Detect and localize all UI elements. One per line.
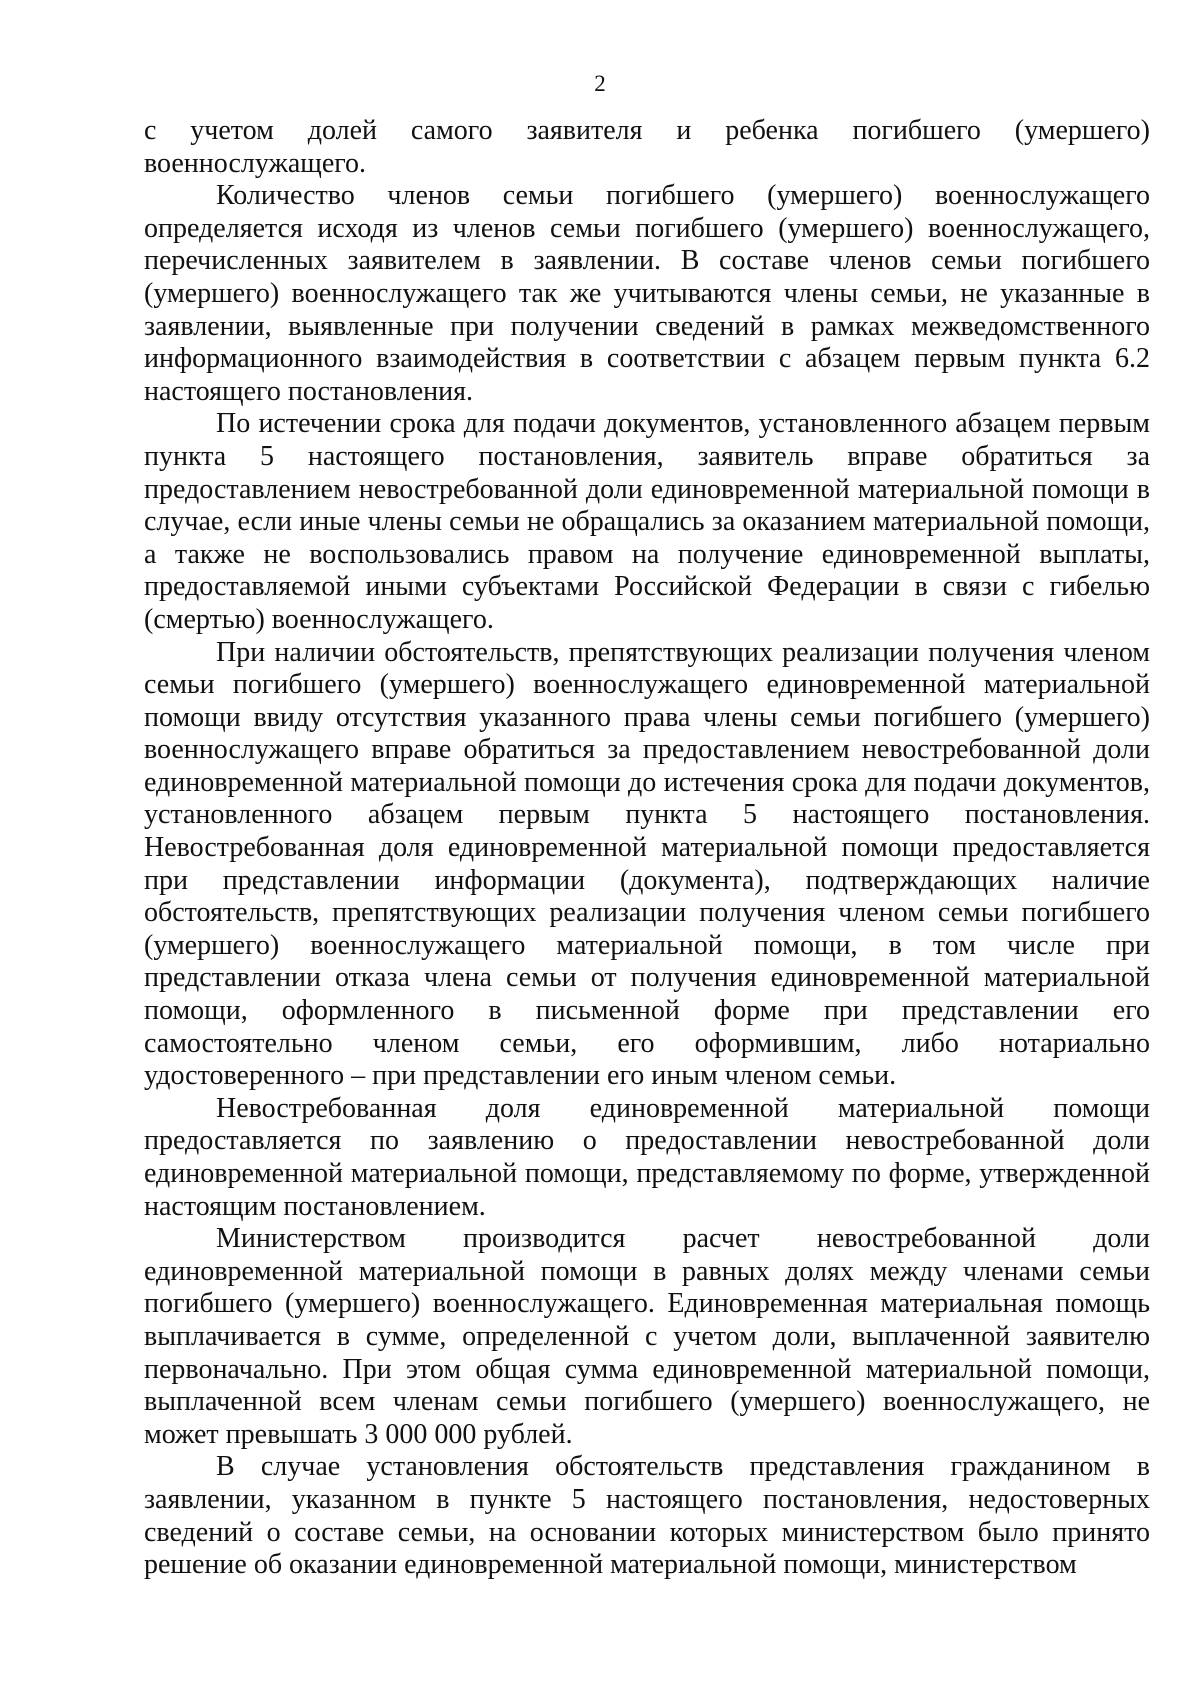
paragraph-family-members-count: Количество членов семьи погибшего (умершего) военнослужащего определяется исходя из членов семьи погибшего (умершего) военнослужащего, перечисленных заявителем в заявлении. В составе членов семьи погибшего (умершего) военнослужащего так же учитываются члены семьи, не указанные в заявлении, выявленные при получении сведений в рамках межведомственного информационного взаимодействия в соответствии с абзацем первым пункта 6.2 настоящего постановления. — [144, 180, 1150, 407]
paragraph-unclaimed-share-application: Невостребованная доля единовременной материальной помощи предоставляется по заявлению о предоставлении невостребованной доли единовременной материальной помощи, представляемому по форме, утвержденной настоящим постановлением. — [144, 1092, 1150, 1222]
paragraph-continuation: с учетом долей самого заявителя и ребенка погибшего (умершего) военнослужащего. — [144, 115, 1150, 179]
paragraph-false-information: В случае установления обстоятельств представления гражданином в заявлении, указанном в пункте 5 настоящего постановления, недостоверных сведений о составе семьи, на основании которых министерством было принято решение об оказании единовременной материальной помощи, министерством — [144, 1451, 1150, 1581]
paragraph-obstacles-circumstances: При наличии обстоятельств, препятствующих реализации получения членом семьи погибшего (умершего) военнослужащего единовременной материальной помощи ввиду отсутствия указанного права члены семьи погибшего (умершего) военнослужащего вправе обратиться за предоставлением невостребованной доли единовременной материальной помощи до истечения срока для подачи документов, установленного абзацем первым пункта 5 настоящего постановления. Невостребованная доля единовременной материальной помощи предоставляется при представлении информации (документа), подтверждающих наличие обстоятельств, препятствующих реализации получения членом семьи погибшего (умершего) военнослужащего материальной помощи, в том числе при представлении отказа члена семьи от получения единовременной материальной помощи, оформленного в письменной форме при представлении его самостоятельно членом семьи, его оформившим, либо нотариально удостоверенного – при представлении его иным членом семьи. — [144, 636, 1150, 1092]
paragraph-unclaimed-share-deadline: По истечении срока для подачи документов, установленного абзацем первым пункта 5 настоящего постановления, заявитель вправе обратиться за предоставлением невостребованной доли единовременной материальной помощи в случае, если иные члены семьи не обращались за оказанием материальной помощи, а также не воспользовались правом на получение единовременной выплаты, предоставляемой иными субъектами Российской Федерации в связи с гибелью (смертью) военнослужащего. — [144, 408, 1150, 635]
document-body — [144, 115, 1150, 1582]
paragraph-ministry-calculation: Министерством производится расчет невостребованной доли единовременной материальной помощи в равных долях между членами семьи погибшего (умершего) военнослужащего. Единовременная материальная помощь выплачивается в сумме, определенной с учетом доли, выплаченной заявителю первоначально. При этом общая сумма единовременной материальной помощи, выплаченной всем членам семьи погибшего (умершего) военнослужащего, не может превышать 3 000 000 рублей. — [144, 1223, 1150, 1450]
page-number: 2 — [594, 71, 606, 96]
